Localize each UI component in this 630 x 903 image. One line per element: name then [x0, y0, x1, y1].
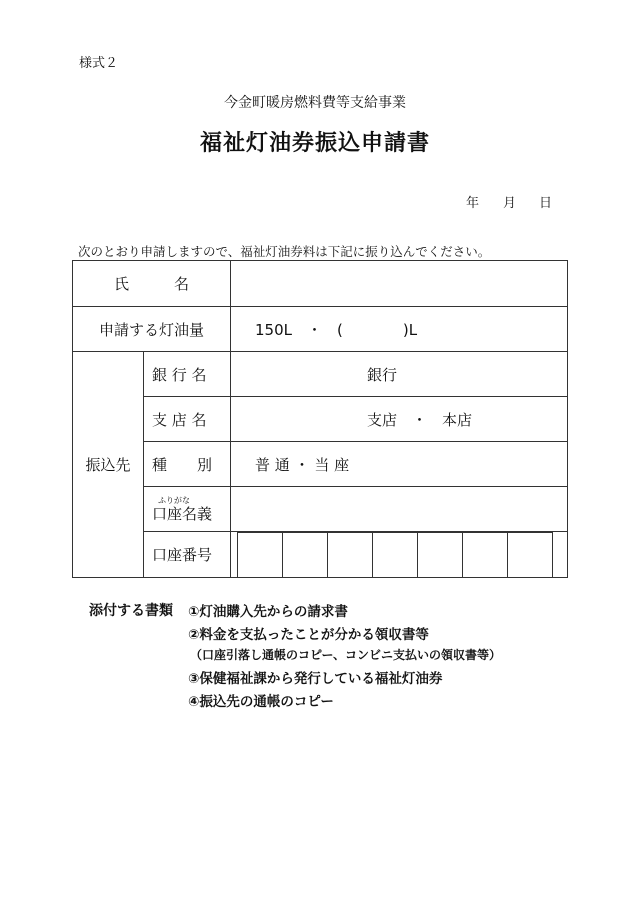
name-field[interactable] [231, 261, 568, 307]
name-row [73, 261, 568, 307]
account-digit-box[interactable] [282, 532, 327, 577]
account-digit-box[interactable] [507, 532, 553, 577]
attachment-item: ④振込先の通帳のコピー [188, 694, 334, 710]
attachment-item: ②料金を支払ったことが分かる領収書等 [188, 627, 429, 643]
intro-text: 次のとおり申請しますので、福祉灯油券料は下記に振り込んでください。 [78, 244, 491, 259]
account-holder-label-cell [144, 487, 231, 532]
bank-field[interactable]: 銀行 [231, 352, 568, 397]
account-type-row [73, 442, 568, 487]
amount-row [73, 307, 568, 352]
account-digit-box[interactable] [372, 532, 417, 577]
furigana-label: ふりがな [158, 495, 190, 505]
transfer-label: 振込先 [73, 352, 144, 578]
account-holder-field[interactable] [231, 487, 568, 532]
branch-label: 支 店 名 [144, 397, 231, 442]
account-number-field [231, 532, 568, 578]
application-form-table [72, 260, 568, 578]
form-number: 様式２ [79, 56, 119, 71]
account-digit-box[interactable] [462, 532, 507, 577]
date-year-label: 年 [466, 196, 480, 211]
amount-field[interactable]: 150L ・ ( )L [231, 307, 568, 352]
account-holder-label: 口座名義 [152, 504, 213, 523]
program-subtitle: 今金町暖房燃料費等支給事業 [224, 95, 406, 111]
attachment-item: ①灯油購入先からの請求書 [188, 604, 348, 620]
account-digit-box[interactable] [327, 532, 372, 577]
account-digit-box[interactable] [417, 532, 462, 577]
account-number-boxes [231, 532, 567, 577]
account-type-field[interactable]: 普 通 ・ 当 座 [231, 442, 568, 487]
date-month-label: 月 [503, 196, 517, 211]
name-label: 氏 名 [73, 261, 231, 307]
account-digit-box[interactable] [237, 532, 282, 577]
attachment-note: （口座引落し通帳のコピー、コンビニ支払いの領収書等） [190, 648, 502, 662]
branch-row [73, 397, 568, 442]
attachment-item: ③保健福祉課から発行している福祉灯油券 [188, 671, 443, 687]
amount-label: 申請する灯油量 [73, 307, 231, 352]
bank-row [73, 352, 568, 397]
account-holder-row [73, 487, 568, 532]
branch-field[interactable]: 支店 ・ 本店 [231, 397, 568, 442]
bank-label: 銀 行 名 [144, 352, 231, 397]
attachments-label: 添付する書類 [89, 603, 173, 619]
document-title: 福祉灯油券振込申請書 [199, 130, 430, 156]
account-type-label: 種 別 [144, 442, 231, 487]
date-day-label: 日 [539, 196, 553, 211]
account-number-row [73, 532, 568, 578]
account-number-label: 口座番号 [144, 532, 231, 578]
